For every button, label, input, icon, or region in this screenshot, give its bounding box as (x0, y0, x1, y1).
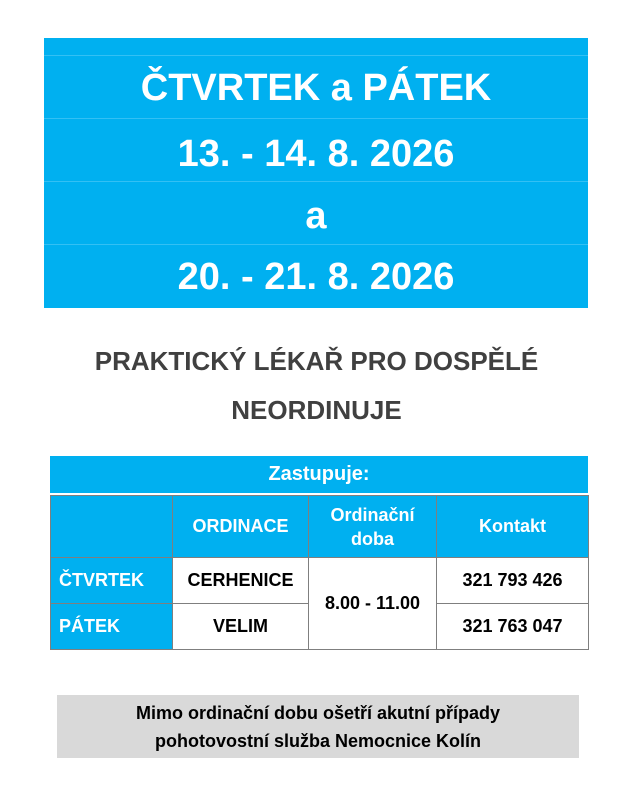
date-banner (44, 38, 588, 308)
header-kontakt: Kontakt (437, 496, 589, 558)
row-contact-phone: 321 793 426 (437, 558, 589, 604)
row-contact-phone: 321 763 047 (437, 604, 589, 650)
row-day-ctvrtek: ČTVRTEK (51, 558, 173, 604)
banner-conjunction: a (305, 195, 327, 237)
notice-status: NEORDINUJE (231, 395, 402, 425)
row-day-patek: PÁTEK (51, 604, 173, 650)
emergency-note-line2: pohotovostní služba Nemocnice Kolín (154, 731, 482, 751)
banner-gridline (44, 244, 588, 245)
table-row (51, 558, 589, 604)
header-doba-line1: Ordinační (330, 504, 415, 525)
row-ordinace-cerhenice: CERHENICE (173, 558, 309, 604)
banner-gridline (44, 55, 588, 56)
office-hours: 8.00 - 11.00 (309, 558, 437, 650)
substitute-title: Zastupuje: (50, 456, 588, 493)
banner-gridline (44, 181, 588, 182)
header-doba (309, 496, 437, 558)
notice-title: PRAKTICKÝ LÉKAŘ PRO DOSPĚLÉ (94, 346, 539, 376)
banner-days: ČTVRTEK a PÁTEK (140, 67, 492, 109)
banner-date-range-2: 20. - 21. 8. 2026 (177, 256, 455, 298)
header-doba-line2: doba (351, 528, 394, 549)
row-ordinace-velim: VELIM (173, 604, 309, 650)
emergency-note (57, 695, 579, 758)
header-empty-cell (51, 496, 173, 558)
banner-date-range-1: 13. - 14. 8. 2026 (177, 133, 455, 175)
table-header-row (51, 496, 589, 558)
emergency-note-line1: Mimo ordinační dobu ošetří akutní případy (135, 703, 501, 723)
header-ordinace: ORDINACE (173, 496, 309, 558)
schedule-table (50, 495, 589, 650)
banner-gridline (44, 118, 588, 119)
